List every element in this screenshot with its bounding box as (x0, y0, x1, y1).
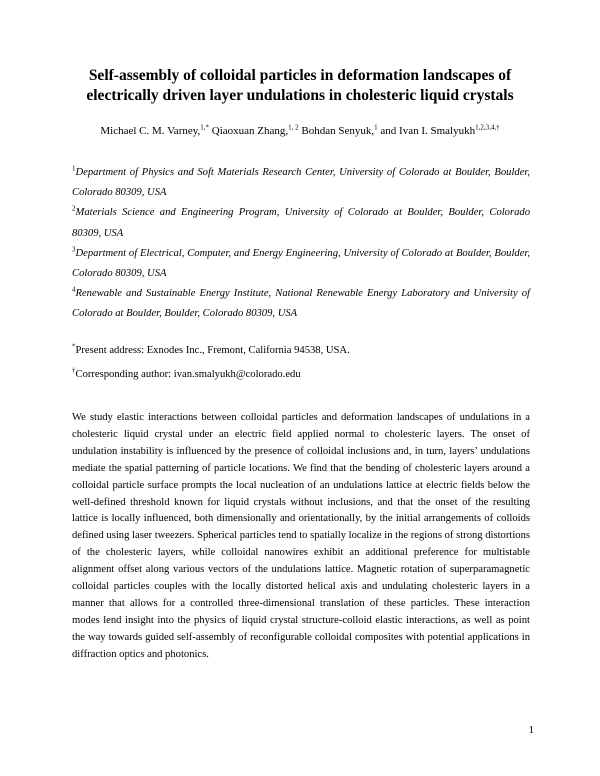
abstract: We study elastic interactions between colloidal particles and deformation landscapes of undulations in a cholesteric liquid crystal under an electric field applied normal to cholesteric layers. The onset of undulation instability is influenced by the presence of colloidal inclusions and, in turn, layers’ undulations mediate the spatial patterning of particle locations. We find that the bending of cholesteric layers around a colloidal particle surface prompts the local nucleation of an undulations lattice at electric fields below the well-defined threshold known for liquid crystals without inclusions, and that the onset of the resulting lattice is locally influenced, both dimensionally and orientationally, by the initial arrangements of colloids defined using laser tweezers. Spherical particles tend to spatially localize in the regions of strong distortions of the cholesteric layers, while colloidal nanowires exhibit an additional preference for multistable alignment offset along various vectors of the undulations lattice. Magnetic rotation of superparamagnetic colloidal particles couples with the locally distorted helical axis and undulating cholesteric layers in a manner that allows for a controlled three-dimensional translation of these particles. These interaction modes lend insight into the physics of liquid crystal structure-colloid elastic interactions, as well as point the way towards guided self-assembly of reconfigurable colloidal composites with potential applications in diffraction optics and photonics. (72, 412, 530, 660)
author: Ivan I. Smalyukh$^{1,2,3,4,\dagger}$ (399, 123, 500, 137)
author-affiliation-marks: 1,* (200, 123, 210, 132)
author-notes (72, 344, 530, 392)
corresponding-author-note: †Corresponding author: ivan.smalyukh@colorado.edu (72, 366, 301, 380)
affiliation: $^4$Renewable and Sustainable Energy Institute, National Renewable Energy Laboratory and University of Colorado at Boulder, Boulder, Colorado 80309, USA (72, 285, 530, 320)
author: Michael C. M. Varney,$^{1,*}$ (100, 123, 210, 137)
affiliation-list (72, 163, 530, 325)
page-number: 1 (528, 724, 534, 736)
author-affiliation-marks: 1, 2 (288, 123, 299, 132)
author: Bohdan Senyuk,$^1$ (301, 123, 378, 137)
author-affiliation-marks: 1,2,3,4,† (475, 123, 500, 132)
author-list: Michael C. M. Varney,$^{1,*}$ Qiaoxuan Zhang,$^{1, 2}$ Bohdan Senyuk,$^1$ and Ivan I. Smalyukh$^{1,2,3,4,\dagger}$ (100, 123, 500, 137)
affiliation: $^2$Materials Science and Engineering Program, University of Colorado at Boulder, Boulder, Colorado 80309, USA (72, 204, 530, 239)
present-address-note: *Present address: Exnodes Inc., Fremont, California 94538, USA. (72, 342, 350, 356)
affiliation: $^3$Department of Electrical, Computer, and Energy Engineering, University of Colorado at Boulder, Boulder, Colorado 80309, USA (72, 245, 530, 280)
author: Qiaoxuan Zhang,$^{1, 2}$ (211, 123, 299, 137)
author-affiliation-marks: 1 (374, 123, 378, 132)
affiliation: $^1$Department of Physics and Soft Materials Research Center, University of Colorado at Boulder, Boulder, Colorado 80309, USA (72, 164, 530, 199)
paper-title: Self-assembly of colloidal particles in deformation landscapes of electrically driven layer undulations in cholesteric liquid crystals (86, 67, 514, 104)
